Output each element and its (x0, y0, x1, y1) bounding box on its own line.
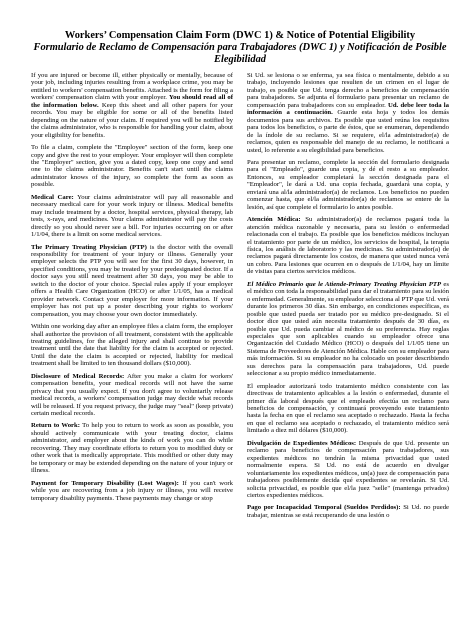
intro-text-continued-es: Guarde esta hoja y todos los demás documentos para sus archivos. Es posible que usted reúna los requisitos para todos los beneficios, o parte de éstos, que se enumeran, dependiendo de la índole de su reclamo. Si se requiere, el/la administrador(a) de reclamos, quien es responsable del manejo de su reclamo, le notificará a usted, lo referente a su elegibilidad para beneficios. (247, 109, 449, 154)
temporary-disability-heading-es: Pago por Incapacidad Temporal (Sueldos Perdidos): (247, 504, 401, 512)
medical-care-text-es: Su administrador(a) de reclamos pagará toda la atención médica razonable y necesaria, para su lesión o enfermedad relacionada con el trabajo. Es posible que los beneficios médicos incluyan el tratamiento por parte de un médico, los servicios de hospital, la terapia física, los análisis de laboratorio y las medicinas. Su administrador(a) de reclamos pagará directamente los costos, de manera que usted nunca verá un cobro. Para lesiones que ocurren en o después de 1/1/04, hay un límite de visitas para ciertos servicios médicos. (247, 216, 449, 276)
ptp-paragraph-es (247, 281, 449, 378)
treatment-authorization-paragraph: Within one working day after an employee files a claim form, the employer shall authorize the provision of all treatment, consistent with the applicable treating guidelines, for the alleged injury and shall continue to provide treatment until the date that liability for the claim is accepted or rejected. Until the date the claim is accepted or rejected, liability for medical treatment shall be limited to ten thousand dollars ($10,000). (31, 323, 233, 368)
disclosure-heading-es: Divulgación de Expedientes Médicos: (247, 439, 357, 447)
intro-text-es: Si Ud. se lesiona o se enferma, ya sea física o mentalmente, debido a su trabajo, incluyendo lesiones que resulten de un crimen en el lugar de trabajo, es posible que Ud. tenga derecho a beneficios de compensación para trabajadores. Se adjunta el formulario para presentar un reclamo de compensación para trabajadores con su empleador. (247, 72, 449, 109)
medical-care-heading: Medical Care: (31, 193, 74, 201)
spanish-column (247, 72, 449, 524)
intro-paragraph (31, 72, 233, 139)
medical-care-heading-es: Atención Médica: (247, 216, 301, 224)
medical-care-paragraph-es (247, 216, 449, 276)
temporary-disability-heading: Payment for Temporary Disability (Lost Wages): (31, 479, 179, 487)
intro-text-continued: Keep this sheet and all other papers for your records. You may be eligible for some or all of the benefits listed depending on the nature of your claim. If required you will be notified by the claims administrator, who is responsible for handling your claim, about your eligibility for benefits. (31, 101, 233, 139)
two-column-body (31, 72, 449, 524)
ptp-heading-es: El Médico Primario que le Atiende-Primary Treating Physician PTP (247, 280, 442, 288)
treatment-authorization-paragraph-es: El empleador autorizará todo tratamiento médico consistente con las directivas de tratamiento aplicables a la lesión o enfermedad, durante el primer día laboral después que el empleado efectúa un reclamo para beneficios de compensación, y continuará proveyendo este tratamiento hasta la fecha en que el reclamo sea aceptado o rechazado. Hasta la fecha en que el reclamo sea aceptado o rechazado, el tratamiento médico será limitado a diez mil dólares ($10,000). (247, 382, 449, 435)
intro-emphasis-es: Ud. debe leer toda la información a continuación. (247, 101, 449, 117)
temporary-disability-text-es: Si Ud. no puede trabajar, mientras se está recuperando de una lesión o (247, 504, 449, 519)
disclosure-text-es: Después de que Ud. presente un reclamo para beneficios de compensación para trabajadores, sus expedientes médicos no tendrán la misma privacidad que usted normalmente espera. Si Ud. no está de acuerdo en divulgar voluntariamente los expedientes médicos, un(a) juez de compensación para trabajadores posiblemente decida qué expedientes se revelarán. Si Ud. solicita privacidad, es posible que el/la juez "selle" (mantenga privados) ciertos expedientes médicos. (247, 439, 449, 500)
ptp-text: is the doctor with the overall responsibility for treatment of your injury or illness. Generally your employer selects the PTP you will see for the first 30 days, however, in specified conditions, you may be treated by your predesignated doctor. If a doctor says you still need treatment after 30 days, you may be able to switch to the doctor of your choice. Special rules apply if your employer offers a Health Care Organization (HCO) or after 1/1/05, has a medical provider network. Contact your employer for more information. If your employer has not put up a poster describing your rights to workers' compensation, you may choose your own doctor immediately. (31, 243, 233, 318)
intro-text: If you are injured or become ill, either physically or mentally, because of your job, including injuries resulting from a workplace crime, you may be entitled to workers' compensation benefits. Attached is the form for filing a workers' compensation claim with your employer. (31, 72, 233, 102)
english-column (31, 72, 233, 524)
disclosure-text: After you make a claim for workers' compensation benefits, your medical records will not have the same privacy that you usually expect. If you don't agree to voluntarily release medical records, a workers' compensation judge may decide what records will be released. If you request privacy, the judge may "seal" (keep private) certain medical records. (31, 372, 233, 418)
return-to-work-text: To help you to return to work as soon as possible, you should actively communicate with your treating doctor, claims administrator, and employer about the kinds of work you can do while recovering. They may coordinate efforts to return you to modified duty or other work that is medically appropriate. This modified or other duty may be temporary or may be extended depending on the nature of your injury or illness. (31, 422, 233, 475)
medical-care-paragraph (31, 194, 233, 239)
ptp-paragraph (31, 244, 233, 319)
disclosure-heading: Disclosure of Medical Records: (31, 372, 125, 380)
document-title-english: Workers’ Compensation Claim Form (DWC 1) & Notice of Potential Eligibility (64, 30, 416, 41)
medical-care-text: Your claims administrator will pay all reasonable and necessary medical care for your work injury or illness. Medical benefits may include treatment by a doctor, hospital services, physical therapy, lab tests, x-rays, and medicines. Your claims administrator will pay the costs directly so you should never see a bill. For injuries occurring on or after 1/1/04, there is a limit on some medical services. (31, 193, 233, 239)
document-title-spanish: Formulario de Reclamo de Compensación para Trabajadores (DWC 1) y Notificación de Posible Elegibilidad (33, 42, 447, 65)
filing-paragraph-es: Para presentar un reclamo, complete la sección del formulario designada para el "Empleado", guarde una copia, y dé el resto a su empleador. Entonces, su empleador completará la sección designada para el "Empleador", le dará a Ud. una copia fechada, guardará una copia, y enviará una al/la administrador(a) de reclamos. Los beneficios no pueden comenzar hasta, que el/la administrador(a) de reclamos se entere de la lesión, así que complete el formulario lo antes posible. (247, 158, 449, 211)
intro-emphasis: You should read all of the information below. (31, 94, 234, 109)
filing-paragraph: To file a claim, complete the "Employee" section of the form, keep one copy and give the rest to your employer. Your employer will then complete the "Employer" section, give you a dated copy, keep one copy and send one to the claims administrator. Benefits can't start until the claims administrator knows of the injury, so complete the form as soon as possible. (31, 144, 233, 189)
disclosure-paragraph (31, 373, 233, 418)
intro-paragraph-es (247, 72, 449, 154)
return-to-work-paragraph (31, 422, 233, 474)
disclosure-paragraph-es (247, 440, 449, 500)
temporary-disability-paragraph (31, 480, 233, 502)
return-to-work-heading: Return to Work: (31, 422, 80, 430)
temporary-disability-paragraph-es (247, 504, 449, 519)
ptp-text-es: es el médico con toda la responsabilidad para dar el tratamiento para su lesión o enfermedad. Generalmente, su empleador selecciona al PTP que Ud. verá durante los primeros 30 días. Sin embargo, en condiciones específicas, es posible que usted pueda ser tratado por su médico pre-designado. Si el doctor dice que usted aún necesita tratamiento después de 30 días, es posible que Ud. pueda cambiar al médico de su preferencia. Hay reglas especiales que son aplicables cuando su empleador ofrece una Organización del Cuidado Médico (HCO) o después del 1/1/05 tiene un Sistema de Proveedores de Atención Médica. Hable con su empleador para más información. Si su empleador no ha colocado un poster describiendo sus derechos para la compensación para trabajadores, Ud. puede seleccionar a su propio médico inmediatamente. (247, 280, 449, 378)
ptp-heading: The Primary Treating Physician (PTP) (31, 243, 147, 251)
temporary-disability-text: If you can't work while you are recovering from a job injury or illness, you will receive temporary disability payments. These payments may change or stop (31, 479, 233, 502)
